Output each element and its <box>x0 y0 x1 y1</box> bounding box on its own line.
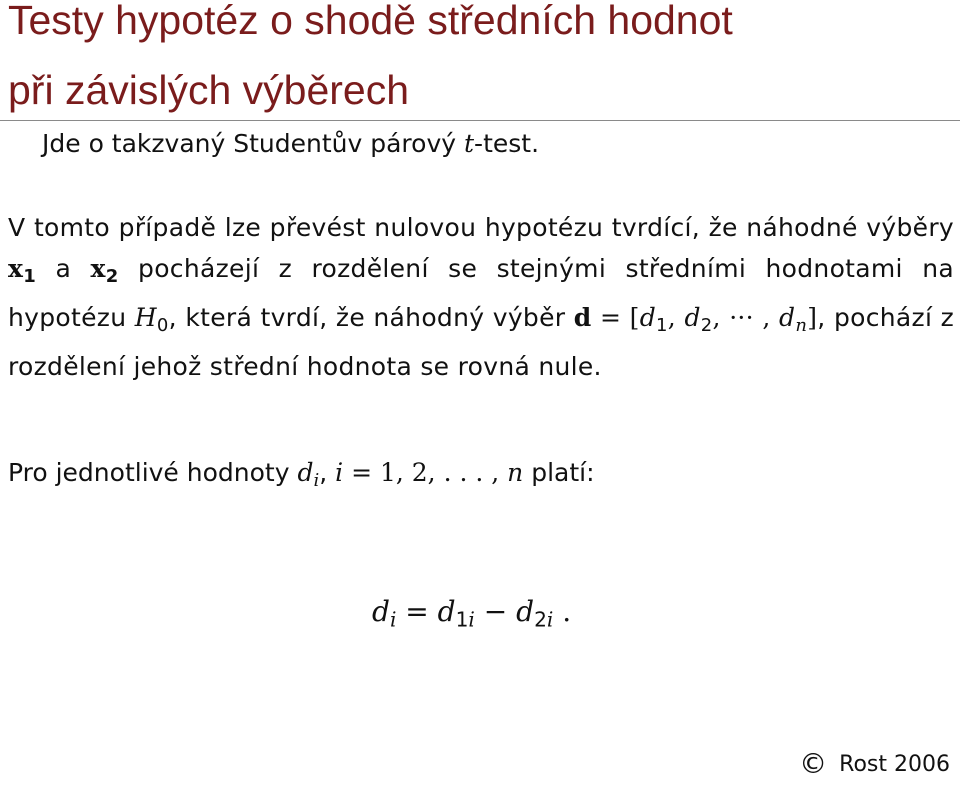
eq-equals: = <box>396 595 438 628</box>
element-dn-sub: n <box>795 315 808 337</box>
subtitle <box>42 127 539 161</box>
paragraph-text-2: pocházejí z rozdělení se stejnými středními hodnotami na hypotézu <box>8 254 954 333</box>
eq-sub-2i: i <box>546 607 554 632</box>
index-n: n <box>507 458 524 487</box>
eq-d-left: d <box>372 595 390 628</box>
eq-sub-i: i <box>389 607 397 632</box>
paragraph-text-1: V tomto případě lze převést nulovou hypotézu tvrdící, že náhodné výběry <box>8 213 954 242</box>
slide-title-line-1: Testy hypotéz o shodě středních hodnot <box>8 0 733 43</box>
eq-sub-2: 2 <box>534 607 547 632</box>
hypothesis-paragraph <box>8 207 954 387</box>
vector-x2 <box>90 254 119 288</box>
hypothesis-h-symbol: H <box>134 303 157 333</box>
subscript-0: 0 <box>156 315 169 337</box>
footer <box>799 747 950 780</box>
element-d2-symbol: d <box>684 303 701 333</box>
element-d2-sub: 2 <box>700 315 713 337</box>
vector-x1 <box>8 254 37 288</box>
element-d1-sub: 1 <box>656 315 668 337</box>
hypothesis-h0 <box>134 303 169 337</box>
eq-period: . <box>553 595 572 628</box>
values-line <box>8 452 595 501</box>
paragraph-text-4: , pochází z rozdělení jehož střední hodnota se rovná nule. <box>8 303 955 382</box>
footer-author: Rost 2006 <box>839 752 950 777</box>
eq-sub-1i: i <box>468 607 475 632</box>
vector-close: ] <box>807 303 818 333</box>
eq-sub-1: 1 <box>455 607 469 632</box>
symbol-d: d <box>297 458 314 487</box>
vector-d: d <box>573 303 592 333</box>
index-range: = 1, 2, . . . , <box>343 458 508 487</box>
values-line-text: Pro jednotlivé hodnoty <box>8 458 298 487</box>
element-separator: , <box>667 303 685 333</box>
symbol-i-sub: i <box>313 470 320 492</box>
subtitle-t-symbol: t <box>464 129 475 158</box>
element-dn-symbol: d <box>779 303 796 333</box>
element-d1-symbol: d <box>639 303 657 333</box>
eq-minus: − <box>474 595 517 628</box>
index-i: i <box>335 458 344 487</box>
vector-x-symbol: x <box>8 254 24 283</box>
values-separator: , <box>319 458 336 487</box>
subtitle-text-end: -test. <box>474 129 540 158</box>
vector-open: = [ <box>591 303 640 333</box>
paragraph-text-3: , která tvrdí, že náhodný výběr <box>168 303 574 333</box>
copyright-icon: © <box>799 747 828 780</box>
subscript-1: 1 <box>23 266 37 288</box>
title-rule <box>0 120 960 121</box>
paragraph-conjunction: a <box>36 254 91 283</box>
difference-equation <box>372 592 571 640</box>
vector-d-elements <box>639 303 808 337</box>
vector-x-symbol-2: x <box>90 254 106 283</box>
eq-d1: d <box>437 595 456 628</box>
eq-d2: d <box>516 595 535 628</box>
element-ellipsis: , ··· , <box>712 303 780 333</box>
slide-title-line-2: při závislých výběrech <box>8 67 410 113</box>
values-line-end: platí: <box>523 458 595 487</box>
subtitle-text: Jde o takzvaný Studentův párový <box>42 129 464 158</box>
symbol-di <box>297 458 320 492</box>
subscript-2: 2 <box>105 266 119 288</box>
